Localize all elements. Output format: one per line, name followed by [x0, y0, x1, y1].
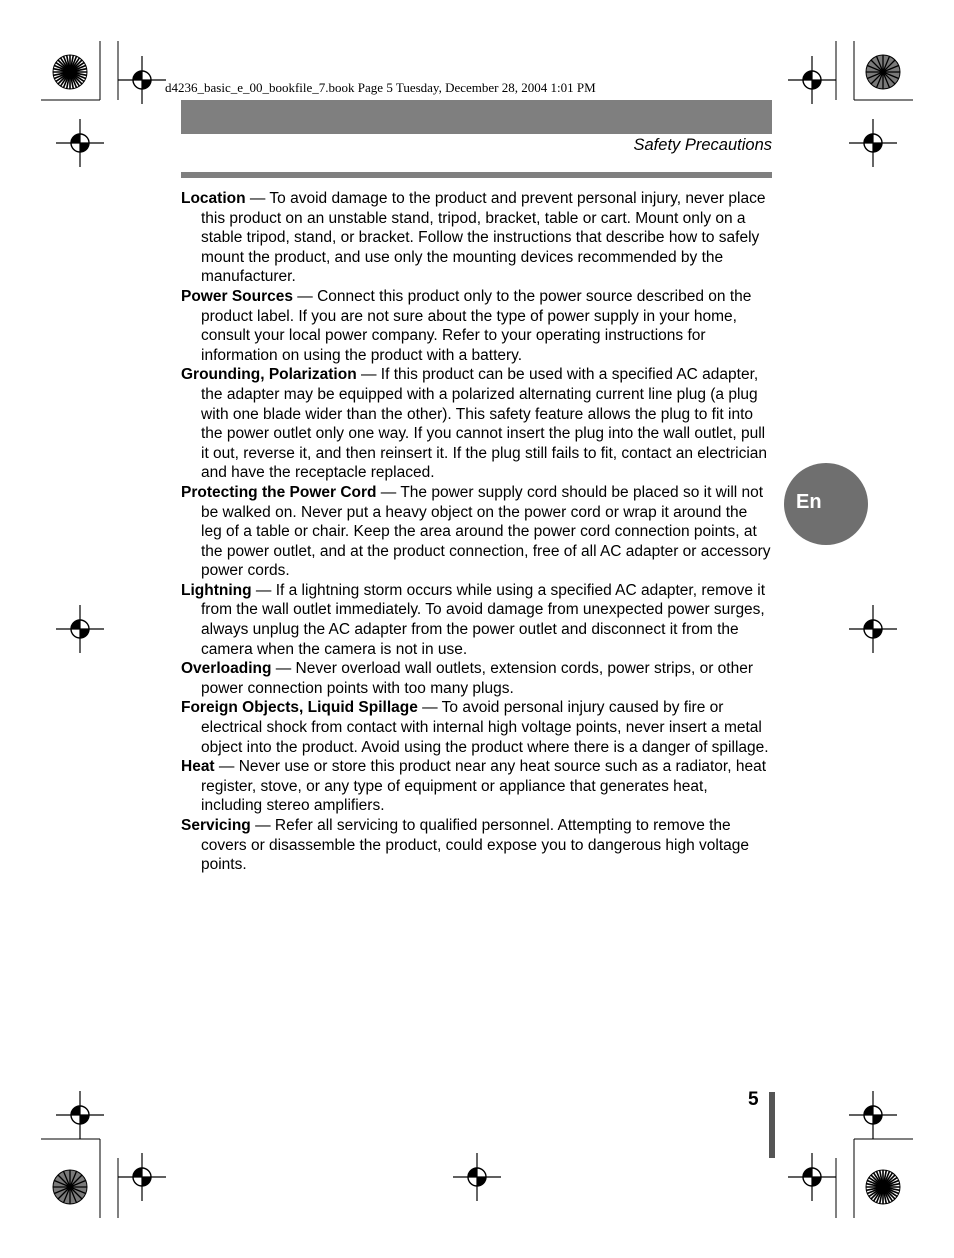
precaution-heat	[181, 757, 771, 816]
safety-precautions-list	[181, 189, 771, 875]
precaution-term: Overloading	[181, 660, 272, 678]
precaution-servicing	[181, 816, 771, 875]
precaution-power-sources	[181, 287, 771, 365]
precaution-term: Location	[181, 190, 246, 207]
precaution-lightning	[181, 581, 771, 659]
page-number-bar	[769, 1092, 775, 1158]
precaution-text: — Never use or store this product near any heat source such as a radiator, heat register, stove, or any type of equipment or appliance that generates heat, including stereo amplifiers.	[201, 758, 767, 815]
precaution-term: Power Sources	[181, 287, 293, 305]
precaution-text: — To avoid personal injury caused by fire or electrical shock from contact with internal high voltage points, never insert a metal object into the product. Avoid using the product where there is a danger of spillage.	[201, 699, 769, 756]
precaution-location	[181, 189, 771, 287]
precaution-term: Heat	[181, 758, 215, 776]
precaution-power-cord	[181, 483, 771, 581]
precaution-text: — Refer all servicing to qualified personnel. Attempting to remove the covers or disassemble the product, could expose you to dangerous high voltage points.	[201, 817, 750, 874]
page-number: 5	[748, 1089, 759, 1110]
language-tab	[784, 463, 868, 545]
precaution-text: — If a lightning storm occurs while using a specified AC adapter, remove it from the wall outlet immediately. To avoid damage from unexpected power surges, always unplug the AC adapter from the power outlet and disconnect it from the camera when the camera is not in use.	[201, 581, 766, 658]
header-bar	[181, 100, 772, 134]
section-title: Safety Precautions	[633, 136, 772, 154]
precaution-term: Servicing	[181, 817, 251, 834]
precaution-text: — Connect this product only to the power source described on the product label. If you are not sure about the type of power supply in your home, consult your local power company. Refer to your operating instructions for information on using the product with a battery.	[201, 287, 752, 364]
precaution-text: — The power supply cord should be placed so it will not be walked on. Never put a heavy object on the power cord or wrap it around the leg of a table or chair. Keep the area around the power cord connection points, at the power outlet, and at the product connection, free of all AC adapter or accessory power cords.	[201, 483, 771, 580]
precaution-overloading	[181, 659, 771, 698]
language-tab-label: En	[796, 491, 822, 513]
precaution-term: Protecting the Power Cord	[181, 483, 377, 501]
precaution-term: Lightning	[181, 581, 252, 599]
precaution-foreign-objects	[181, 698, 771, 757]
precaution-grounding	[181, 365, 771, 483]
precaution-text: — Never overload wall outlets, extension cords, power strips, or other power connection points with too many plugs.	[201, 660, 754, 697]
precaution-term: Foreign Objects, Liquid Spillage	[181, 699, 418, 717]
print-header: d4236_basic_e_00_bookfile_7.book Page 5 Tuesday, December 28, 2004 1:01 PM	[165, 80, 596, 95]
section-rule	[181, 172, 772, 178]
precaution-text: — If this product can be used with a specified AC adapter, the adapter may be equipped with a polarized alternating current line plug (a plug with one blade wider than the other). This safety feature allows the plug to fit into the power outlet only one way. If you cannot insert the plug into the wall outlet, pull it out, reverse it, and then reinsert it. If the plug still fails to fit, contact an electrician and have the receptacle replaced.	[201, 366, 768, 482]
precaution-text: — To avoid damage to the product and prevent personal injury, never place this product on an unstable stand, tripod, bracket, table or cart. Mount only on a stable tripod, stand, or bracket. Follow the instructions that describe how to safely mount the product, and use only the mounting devices recommended by the manufacturer.	[201, 190, 766, 286]
precaution-term: Grounding, Polarization	[181, 366, 357, 384]
